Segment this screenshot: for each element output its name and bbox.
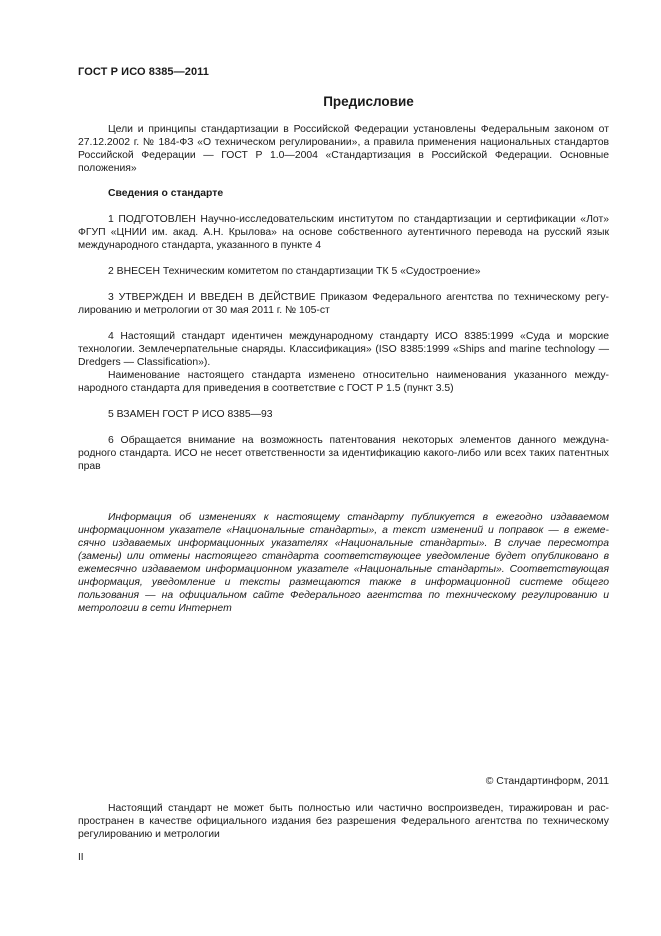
reproduction-section	[78, 802, 609, 841]
reproduction-notice: Настоящий стандарт не может быть полностью или частично воспроизведен, тиражирован и распространен в качестве официального издания без разрешения Федерального агентства по техническому регулированию и метрологии	[78, 803, 609, 840]
section-subheading: Сведения о стандарте	[108, 188, 224, 199]
item-5	[78, 408, 609, 421]
item-1	[78, 213, 609, 252]
item-paragraph: 3 УТВЕРЖДЕН И ВВЕДЕН В ДЕЙСТВИЕ Приказом Федерального агентства по техническому регулированию и метрологии от 30 мая 2011 г. № 105-ст	[78, 292, 609, 316]
page-number: II	[78, 852, 84, 863]
subheading-section	[78, 187, 609, 200]
info-notice-section	[78, 511, 609, 615]
item-paragraph: 5 ВЗАМЕН ГОСТ Р ИСО 8385—93	[108, 409, 273, 420]
intro-section	[78, 123, 609, 175]
item-paragraph: 4 Настоящий стандарт идентичен международному стандарту ИСО 8385:1999 «Суда и морские технологии. Землечерпательные снаряды. Классификация» (ISO 8385:1999 «Ships and marine technology — Dredgers — Classification»).	[78, 331, 609, 368]
page-title: Предисловие	[323, 94, 414, 109]
item-paragraph: 6 Обращается внимание на возможность патентования некоторых элементов данного международного стандарта. ИСО не несет ответственности за идентификацию какого-либо или всех таких патентных прав	[78, 435, 609, 472]
item-3	[78, 291, 609, 317]
item-4	[78, 330, 609, 395]
item-note: Наименование настоящего стандарта изменено относительно наименования указанного международного стандарта для приведения в соответствие с ГОСТ Р 1.5 (пункт 3.5)	[78, 370, 609, 394]
intro-paragraph: Цели и принципы стандартизации в Российской Федерации установлены Федеральным законом от 27.12.2002 г. № 184-ФЗ «О техническом регулировании», а правила применения национальных стандартов Российской Федерации — ГОСТ Р 1.0—2004 «Стандартизация в Российской Федерации. Основные положения»	[78, 124, 609, 174]
document-id: ГОСТ Р ИСО 8385—2011	[78, 66, 210, 78]
copyright: © Стандартинформ, 2011	[485, 776, 609, 787]
item-paragraph: 2 ВНЕСЕН Техническим комитетом по стандартизации ТК 5 «Судостроение»	[108, 266, 481, 277]
item-paragraph: 1 ПОДГОТОВЛЕН Научно-исследовательским институтом по стандартизации и сертификации «Лот» ФГУП «ЦНИИ им. акад. А.Н. Крылова» на основе собственного аутентичного перевода на русский язык международного стандарта, указанного в пункте 4	[78, 214, 609, 251]
item-6	[78, 434, 609, 473]
item-2	[78, 265, 609, 278]
info-notice: Информация об изменениях к настоящему стандарту публикуется в ежегодно издаваемом информационном указателе «Национальные стандарты», а текст изменений и поправок — в ежемесячно издаваемых информационных указателях «Национальные стандарты». В случае пересмотра (замены) или отмены настоящего стандарта соответствующее уведомление будет опубликовано в ежемесячно издаваемом информационном указателе «Национальные стандарты». Соответствующая информация, уведомление и тексты размещаются также в информационной системе общего пользования — на официальном сайте Федерального агентства по техническому регулированию и метрологии в сети Интернет	[78, 512, 609, 614]
